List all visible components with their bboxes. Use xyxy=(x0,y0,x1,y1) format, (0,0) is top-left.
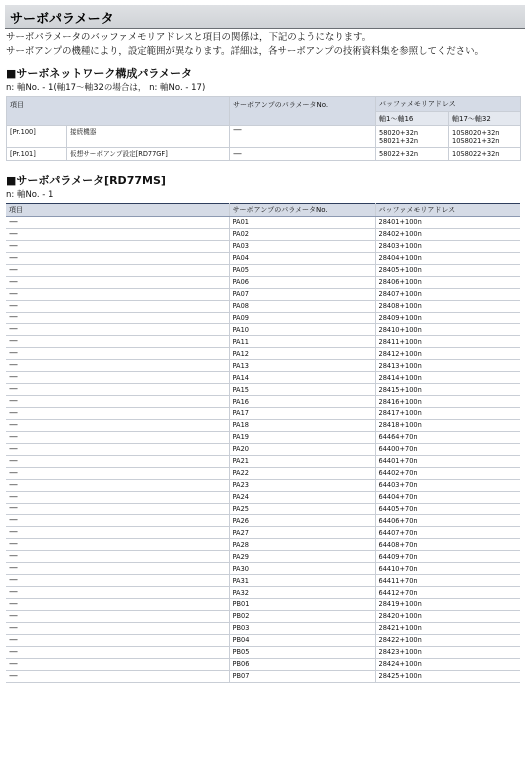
table-row xyxy=(6,396,520,408)
param-name: 仮想サーボアンプ設定[RD77GF] xyxy=(67,148,230,161)
servo-param-table xyxy=(6,203,520,683)
table-row xyxy=(6,372,520,384)
item-cell: — xyxy=(6,300,229,312)
table-row xyxy=(6,228,520,240)
table-row xyxy=(7,126,521,148)
servo-param-no: PB07 xyxy=(229,670,375,682)
table-row xyxy=(6,264,520,276)
item-cell: — xyxy=(6,228,229,240)
address-line: 58021+32n xyxy=(379,136,419,145)
table-row xyxy=(6,610,520,622)
item-cell: — xyxy=(6,336,229,348)
servo-param-no: — xyxy=(230,126,376,148)
table-row xyxy=(6,622,520,634)
item-cell: — xyxy=(6,324,229,336)
servo-param-no: PB01 xyxy=(229,599,375,611)
address-line: 10S8020+32n xyxy=(452,128,500,137)
servo-param-no: PA10 xyxy=(229,324,375,336)
buffer-address: 64405+70n xyxy=(375,503,520,515)
table-row xyxy=(6,539,520,551)
table-header-row xyxy=(6,204,520,217)
servo-param-no: PB06 xyxy=(229,658,375,670)
item-cell: — xyxy=(6,539,229,551)
item-cell: — xyxy=(6,551,229,563)
buffer-address: 28421+100n xyxy=(375,622,520,634)
item-cell: — xyxy=(6,670,229,682)
buffer-address: 64402+70n xyxy=(375,467,520,479)
param-code: [Pr.101] xyxy=(7,148,67,161)
buffer-address: 28420+100n xyxy=(375,610,520,622)
buffer-address-1-16 xyxy=(376,126,449,148)
servo-param-no: PA02 xyxy=(229,228,375,240)
header-axis-1-16: 軸1～軸16 xyxy=(376,112,449,126)
buffer-address: 28424+100n xyxy=(375,658,520,670)
item-cell: — xyxy=(6,372,229,384)
table-row xyxy=(6,634,520,646)
table-row xyxy=(6,312,520,324)
servo-table-body xyxy=(6,217,520,683)
buffer-address: 64408+70n xyxy=(375,539,520,551)
buffer-address: 64410+70n xyxy=(375,563,520,575)
item-cell: — xyxy=(6,575,229,587)
servo-param-no: PA19 xyxy=(229,431,375,443)
item-cell: — xyxy=(6,455,229,467)
servo-param-no: PA29 xyxy=(229,551,375,563)
table-row xyxy=(6,491,520,503)
servo-param-no: PA06 xyxy=(229,276,375,288)
servo-param-no: PA23 xyxy=(229,479,375,491)
buffer-address: 28407+100n xyxy=(375,288,520,300)
network-section-note: n: 軸No. - 1(軸17～軸32の場合は， n: 軸No. - 17) xyxy=(6,83,206,93)
table-header-row xyxy=(7,97,521,112)
item-cell: — xyxy=(6,467,229,479)
buffer-address: 64403+70n xyxy=(375,479,520,491)
servo-param-no: PA01 xyxy=(229,217,375,229)
servo-param-no: PA30 xyxy=(229,563,375,575)
servo-param-no: PA27 xyxy=(229,527,375,539)
servo-param-no: PB03 xyxy=(229,622,375,634)
buffer-address: 64400+70n xyxy=(375,443,520,455)
table-row xyxy=(6,408,520,420)
servo-param-no: PA13 xyxy=(229,360,375,372)
servo-section-note: n: 軸No. - 1 xyxy=(6,190,54,200)
buffer-address: 28412+100n xyxy=(375,348,520,360)
table-row xyxy=(6,467,520,479)
item-cell: — xyxy=(6,348,229,360)
table-row xyxy=(6,276,520,288)
page-title-bar xyxy=(5,5,525,29)
servo-param-no: PB02 xyxy=(229,610,375,622)
servo-param-no: PA16 xyxy=(229,396,375,408)
item-cell: — xyxy=(6,384,229,396)
servo-param-no: PA22 xyxy=(229,467,375,479)
item-cell: — xyxy=(6,252,229,264)
buffer-address: 28423+100n xyxy=(375,646,520,658)
header-servo-param-no: サーボアンプのパラメータNo. xyxy=(229,204,375,217)
buffer-address: 28419+100n xyxy=(375,599,520,611)
table-row xyxy=(6,455,520,467)
servo-param-no: PA04 xyxy=(229,252,375,264)
servo-param-no: PA15 xyxy=(229,384,375,396)
item-cell: — xyxy=(6,408,229,420)
servo-param-no: PA12 xyxy=(229,348,375,360)
item-cell: — xyxy=(6,312,229,324)
servo-param-no: PA31 xyxy=(229,575,375,587)
header-buffer-address: バッファメモリアドレス xyxy=(375,204,520,217)
table-row xyxy=(6,503,520,515)
servo-param-no: PA14 xyxy=(229,372,375,384)
param-code: [Pr.100] xyxy=(7,126,67,148)
header-buffer-address: バッファメモリアドレス xyxy=(376,97,521,112)
buffer-address: 28417+100n xyxy=(375,408,520,420)
servo-param-no: PA20 xyxy=(229,443,375,455)
servo-section-title: ■サーボパラメータ[RD77MS] xyxy=(6,174,166,187)
item-cell: — xyxy=(6,658,229,670)
table-row xyxy=(6,443,520,455)
table-row xyxy=(6,300,520,312)
servo-param-no: PA26 xyxy=(229,515,375,527)
table-row xyxy=(6,348,520,360)
address-line: 10S8021+32n xyxy=(452,136,500,145)
buffer-address: 28422+100n xyxy=(375,634,520,646)
intro-line-1: サーボパラメータのバッファメモリアドレスと項目の関係は，下記のようになります。 xyxy=(6,32,372,43)
buffer-address: 64412+70n xyxy=(375,587,520,599)
servo-param-no: PA18 xyxy=(229,419,375,431)
servo-param-no: PA05 xyxy=(229,264,375,276)
buffer-address: 64409+70n xyxy=(375,551,520,563)
item-cell: — xyxy=(6,646,229,658)
item-cell: — xyxy=(6,264,229,276)
buffer-address: 28411+100n xyxy=(375,336,520,348)
servo-param-no: — xyxy=(230,148,376,161)
table-row xyxy=(6,587,520,599)
item-cell: — xyxy=(6,217,229,229)
servo-param-no: PB05 xyxy=(229,646,375,658)
buffer-address: 28404+100n xyxy=(375,252,520,264)
address-line: 58020+32n xyxy=(379,128,419,137)
buffer-address-1-16: 58022+32n xyxy=(376,148,449,161)
servo-param-no: PA11 xyxy=(229,336,375,348)
table-row xyxy=(6,527,520,539)
item-cell: — xyxy=(6,491,229,503)
buffer-address: 64401+70n xyxy=(375,455,520,467)
table-row xyxy=(6,599,520,611)
table-row xyxy=(6,384,520,396)
servo-param-no: PA17 xyxy=(229,408,375,420)
item-cell: — xyxy=(6,610,229,622)
buffer-address: 28415+100n xyxy=(375,384,520,396)
header-servo-param-no: サーボアンプのパラメータNo. xyxy=(230,97,376,126)
intro-line-2: サーボアンプの機種により，設定範囲が異なります。詳細は，各サーボアンプの技術資料集を参照してください。 xyxy=(6,46,484,57)
header-item: 項目 xyxy=(6,204,229,217)
buffer-address: 28409+100n xyxy=(375,312,520,324)
table-row xyxy=(6,515,520,527)
table-row xyxy=(6,288,520,300)
item-cell: — xyxy=(6,396,229,408)
servo-param-no: PA09 xyxy=(229,312,375,324)
buffer-address: 28425+100n xyxy=(375,670,520,682)
table-row xyxy=(6,217,520,229)
table-row xyxy=(6,646,520,658)
table-row xyxy=(6,324,520,336)
buffer-address: 28401+100n xyxy=(375,217,520,229)
table-row xyxy=(6,670,520,682)
servo-param-no: PA21 xyxy=(229,455,375,467)
network-param-table xyxy=(6,96,521,161)
item-cell: — xyxy=(6,443,229,455)
servo-param-no: PA03 xyxy=(229,240,375,252)
table-row xyxy=(6,479,520,491)
item-cell: — xyxy=(6,431,229,443)
item-cell: — xyxy=(6,634,229,646)
buffer-address: 28403+100n xyxy=(375,240,520,252)
item-cell: — xyxy=(6,622,229,634)
buffer-address: 28410+100n xyxy=(375,324,520,336)
item-cell: — xyxy=(6,527,229,539)
item-cell: — xyxy=(6,276,229,288)
item-cell: — xyxy=(6,587,229,599)
servo-param-no: PA24 xyxy=(229,491,375,503)
table-row xyxy=(7,148,521,161)
item-cell: — xyxy=(6,515,229,527)
buffer-address: 28416+100n xyxy=(375,396,520,408)
buffer-address-17-32: 10S8022+32n xyxy=(449,148,521,161)
item-cell: — xyxy=(6,360,229,372)
servo-param-no: PA07 xyxy=(229,288,375,300)
servo-param-no: PA32 xyxy=(229,587,375,599)
header-item: 項目 xyxy=(7,97,230,126)
servo-param-no: PA08 xyxy=(229,300,375,312)
buffer-address: 64407+70n xyxy=(375,527,520,539)
item-cell: — xyxy=(6,503,229,515)
item-cell: — xyxy=(6,419,229,431)
network-section-title: ■サーボネットワーク構成パラメータ xyxy=(6,67,193,80)
item-cell: — xyxy=(6,240,229,252)
table-row xyxy=(6,551,520,563)
buffer-address: 64406+70n xyxy=(375,515,520,527)
buffer-address: 28405+100n xyxy=(375,264,520,276)
buffer-address: 28414+100n xyxy=(375,372,520,384)
buffer-address: 28406+100n xyxy=(375,276,520,288)
buffer-address: 28413+100n xyxy=(375,360,520,372)
buffer-address-17-32 xyxy=(449,126,521,148)
param-name: 接続機器 xyxy=(67,126,230,148)
item-cell: — xyxy=(6,563,229,575)
page-title: サーボパラメータ xyxy=(10,12,114,27)
item-cell: — xyxy=(6,288,229,300)
table-row xyxy=(6,658,520,670)
servo-param-no: PA28 xyxy=(229,539,375,551)
table-row xyxy=(6,419,520,431)
table-row xyxy=(6,360,520,372)
buffer-address: 64404+70n xyxy=(375,491,520,503)
table-row xyxy=(6,252,520,264)
item-cell: — xyxy=(6,479,229,491)
buffer-address: 28408+100n xyxy=(375,300,520,312)
buffer-address: 64464+70n xyxy=(375,431,520,443)
table-row xyxy=(6,336,520,348)
item-cell: — xyxy=(6,599,229,611)
table-row xyxy=(6,240,520,252)
buffer-address: 28418+100n xyxy=(375,419,520,431)
header-axis-17-32: 軸17～軸32 xyxy=(449,112,521,126)
table-row xyxy=(6,563,520,575)
buffer-address: 28402+100n xyxy=(375,228,520,240)
servo-param-no: PB04 xyxy=(229,634,375,646)
buffer-address: 64411+70n xyxy=(375,575,520,587)
table-row xyxy=(6,431,520,443)
servo-param-no: PA25 xyxy=(229,503,375,515)
table-row xyxy=(6,575,520,587)
